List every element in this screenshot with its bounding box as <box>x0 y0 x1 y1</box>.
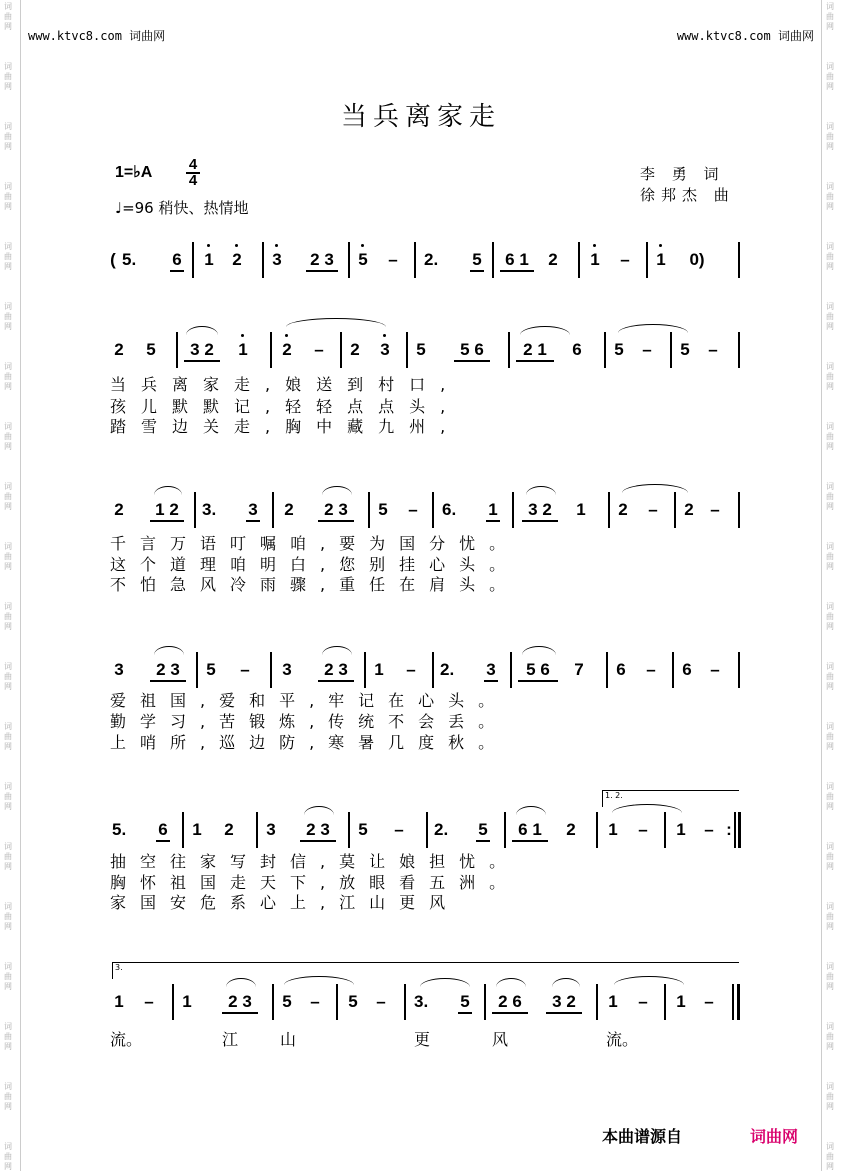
lyric-5-word: 更 <box>414 1030 431 1049</box>
note-pair: 3 2 <box>184 340 220 362</box>
note-pair: 5 6 <box>454 340 490 362</box>
note: 1 <box>374 660 384 679</box>
note: 6. <box>442 500 457 519</box>
slur <box>186 326 218 335</box>
barline <box>664 984 666 1020</box>
note: 5 <box>458 992 472 1014</box>
rest-dash: – <box>240 660 250 679</box>
rest-dash: – <box>648 500 658 519</box>
slur <box>304 806 334 815</box>
lyric-5-word: 流。 <box>606 1030 639 1049</box>
time-signature <box>186 158 200 188</box>
rest-dash: – <box>710 500 720 519</box>
note: 5 <box>476 820 490 842</box>
slur <box>522 646 556 655</box>
lyric-5-word: 山 <box>280 1030 297 1049</box>
note: 2 <box>284 500 294 519</box>
barline <box>176 332 178 368</box>
barline <box>172 984 174 1020</box>
barline <box>508 332 510 368</box>
tie <box>622 484 688 493</box>
note-pair: 2 3 <box>318 660 354 682</box>
note: 2. <box>434 820 449 839</box>
barline <box>348 242 350 278</box>
watermark-glyphs: 词 曲 网 <box>826 1082 834 1111</box>
barline <box>578 242 580 278</box>
octave-dot <box>659 244 662 247</box>
rest-dash: – <box>388 250 398 269</box>
rest-dash: – <box>314 340 324 359</box>
paren-open: ( <box>110 250 116 269</box>
slur <box>322 646 352 655</box>
note: 1 <box>656 250 666 269</box>
tie <box>618 324 688 333</box>
rest-dash: – <box>638 992 648 1011</box>
watermark-glyphs: 词 曲 网 <box>4 1022 12 1051</box>
note: 5 <box>358 250 368 269</box>
note: 3 <box>266 820 276 839</box>
octave-dot <box>285 334 288 337</box>
note-pair: 3 2 <box>546 992 582 1014</box>
barline <box>340 332 342 368</box>
slur <box>520 326 570 335</box>
note: 3 <box>114 660 124 679</box>
repeat-barline <box>738 812 741 848</box>
barline <box>404 984 406 1020</box>
note: 1 <box>590 250 600 269</box>
note: 5 <box>378 500 388 519</box>
barline <box>406 332 408 368</box>
note-pair: 2 6 <box>492 992 528 1014</box>
octave-dot <box>361 244 364 247</box>
barline <box>596 984 598 1020</box>
watermark-glyphs: 词 曲 网 <box>4 2 12 31</box>
note: 2 <box>548 250 558 269</box>
slur <box>496 978 526 987</box>
slur <box>154 486 182 495</box>
watermark-glyphs: 词 曲 网 <box>4 182 12 211</box>
barline <box>510 652 512 688</box>
note: 3 <box>484 660 498 682</box>
note: 1 <box>608 992 618 1011</box>
note: 2. <box>424 250 439 269</box>
watermark-glyphs: 词 曲 网 <box>4 602 12 631</box>
watermark-glyphs: 词 曲 网 <box>4 1142 12 1171</box>
watermark-glyphs: 词 曲 网 <box>826 962 834 991</box>
note: 3. <box>202 500 217 519</box>
lyric-4-v3: 家国安危系心上,江山更风 <box>110 893 460 912</box>
note: 1 <box>114 992 124 1011</box>
watermark-glyphs: 词 曲 网 <box>826 182 834 211</box>
note: 2 <box>114 340 124 359</box>
watermark-glyphs: 词 曲 网 <box>826 242 834 271</box>
octave-dot <box>383 334 386 337</box>
note-pair: 2 3 <box>318 500 354 522</box>
watermark-glyphs: 词 曲 网 <box>4 242 12 271</box>
note: 5 <box>358 820 368 839</box>
watermark-glyphs: 词 曲 网 <box>4 962 12 991</box>
rest-dash: – <box>638 820 648 839</box>
watermark-glyphs: 词 曲 网 <box>826 662 834 691</box>
rest-dash: – <box>406 660 416 679</box>
note: 1 <box>182 992 192 1011</box>
note: 2. <box>440 660 455 679</box>
barline <box>432 492 434 528</box>
note-pair: 6 1 <box>512 820 548 842</box>
watermark-glyphs: 词 曲 网 <box>4 1082 12 1111</box>
note: 2 <box>684 500 694 519</box>
note-pair: 2 3 <box>150 660 186 682</box>
time-numerator: 4 <box>188 156 198 173</box>
lyric-5-word: 风 <box>492 1030 509 1049</box>
barline <box>608 492 610 528</box>
note: 5 <box>206 660 216 679</box>
rest-dash: – <box>710 660 720 679</box>
note: 1 <box>486 500 500 522</box>
watermark-glyphs: 词 曲 网 <box>4 842 12 871</box>
rest-dash: – <box>708 340 718 359</box>
volta-3: 3. <box>112 962 739 979</box>
lyricist-credit: 李 勇 词 <box>640 165 725 183</box>
barline <box>672 652 674 688</box>
octave-dot <box>275 244 278 247</box>
rest-dash: – <box>144 992 154 1011</box>
final-barline <box>737 984 740 1020</box>
note: 5 <box>348 992 358 1011</box>
note-pair: 2 3 <box>300 820 336 842</box>
barline <box>348 812 350 848</box>
note: 2 <box>232 250 242 269</box>
watermark-glyphs: 词 曲 网 <box>826 302 834 331</box>
barline <box>670 332 672 368</box>
barline <box>270 652 272 688</box>
note-group: 6 1 <box>500 250 534 272</box>
lyric-5-word: 流。 <box>110 1030 143 1049</box>
barline <box>426 812 428 848</box>
barline <box>596 812 598 848</box>
watermark-glyphs: 词 曲 网 <box>826 782 834 811</box>
note-pair: 2 1 <box>516 340 554 362</box>
watermark-glyphs: 词 曲 网 <box>826 2 834 31</box>
note: 2 <box>114 500 124 519</box>
barline <box>364 652 366 688</box>
watermark-glyphs: 词 曲 网 <box>4 722 12 751</box>
slur <box>516 806 546 815</box>
barline <box>732 984 734 1020</box>
barline <box>194 492 196 528</box>
watermark-glyphs: 词 曲 网 <box>826 842 834 871</box>
note: 5 <box>146 340 156 359</box>
barline <box>604 332 606 368</box>
barline <box>738 492 740 528</box>
rest-dash: – <box>310 992 320 1011</box>
barline <box>738 332 740 368</box>
rest-dash: – <box>642 340 652 359</box>
rest-dash: – <box>376 992 386 1011</box>
note: 0) <box>689 250 705 269</box>
note: 2 <box>566 820 576 839</box>
rest-dash: – <box>620 250 630 269</box>
time-denominator: 4 <box>186 172 200 188</box>
note: 5. <box>122 250 137 269</box>
footer-source-label: 本曲谱源自 <box>602 1127 683 1146</box>
rest-dash: – <box>408 500 418 519</box>
watermark-glyphs: 词 曲 网 <box>826 422 834 451</box>
watermark-glyphs: 词 曲 网 <box>826 362 834 391</box>
score-intro-line <box>0 242 842 282</box>
barline <box>512 492 514 528</box>
watermark-glyphs: 词 曲 网 <box>826 722 834 751</box>
note: 3 <box>272 250 282 269</box>
barline <box>492 242 494 278</box>
note: 6 <box>682 660 692 679</box>
lyric-1-v3: 踏雪边关走,胸中藏九州, <box>110 417 461 436</box>
note: 6 <box>616 660 626 679</box>
note: 6 <box>170 250 184 272</box>
barline <box>262 242 264 278</box>
note: 3. <box>414 992 429 1011</box>
rest-dash: – <box>704 992 714 1011</box>
watermark-glyphs: 词 曲 网 <box>4 482 12 511</box>
barline <box>504 812 506 848</box>
score-line-1 <box>0 332 842 372</box>
repeat-dots: : <box>726 820 732 839</box>
lyric-3-v1: 爱祖国,爱和平,牢记在心头。 <box>110 691 509 710</box>
note: 1 <box>676 992 686 1011</box>
octave-dot <box>207 244 210 247</box>
site-header-right[interactable]: www.ktvc8.com 词曲网 <box>676 29 814 43</box>
watermark-glyphs: 词 曲 网 <box>4 662 12 691</box>
site-header-left[interactable]: www.ktvc8.com 词曲网 <box>28 29 166 43</box>
barline <box>192 242 194 278</box>
lyric-2-v3: 不怕急风冷雨骤,重任在肩头。 <box>110 575 520 594</box>
watermark-glyphs: 词 曲 网 <box>826 1022 834 1051</box>
slur <box>322 486 352 495</box>
score-line-4 <box>0 812 842 852</box>
lyric-3-v3: 上哨所,巡边防,寒暑几度秋。 <box>110 733 509 752</box>
barline <box>646 242 648 278</box>
barline <box>272 492 274 528</box>
barline <box>606 652 608 688</box>
octave-dot <box>241 334 244 337</box>
note: 1 <box>676 820 686 839</box>
watermark-glyphs: 词 曲 网 <box>826 602 834 631</box>
note: 1 <box>576 500 586 519</box>
watermark-glyphs: 词 曲 网 <box>826 122 834 151</box>
note: 7 <box>574 660 584 679</box>
slur <box>526 486 556 495</box>
watermark-glyphs: 词 曲 网 <box>4 302 12 331</box>
watermark-glyphs: 词 曲 网 <box>826 62 834 91</box>
note: 5 <box>470 250 484 272</box>
watermark-glyphs: 词 曲 网 <box>4 422 12 451</box>
barline <box>432 652 434 688</box>
volta-1-2: 1. 2. <box>602 790 739 807</box>
barline <box>270 332 272 368</box>
note-pair: 2 3 <box>222 992 258 1014</box>
score-line-3 <box>0 652 842 692</box>
barline <box>368 492 370 528</box>
watermark-glyphs: 词 曲 网 <box>4 122 12 151</box>
note: 1 <box>204 250 214 269</box>
barline <box>738 242 740 278</box>
barline <box>484 984 486 1020</box>
watermark-glyphs: 词 曲 网 <box>4 62 12 91</box>
lyric-4-v1: 抽空往家写封信,莫让娘担忧。 <box>110 852 520 871</box>
watermark-glyphs: 词 曲 网 <box>826 1142 834 1171</box>
rest-dash: – <box>394 820 404 839</box>
barline <box>196 652 198 688</box>
rest-dash: – <box>704 820 714 839</box>
score-line-2 <box>0 492 842 532</box>
watermark-glyphs: 词 曲 网 <box>826 482 834 511</box>
note-pair: 5 6 <box>518 660 558 682</box>
note: 2 <box>618 500 628 519</box>
score-line-5 <box>0 984 842 1024</box>
note-pair: 1 2 <box>150 500 184 522</box>
footer-brand-link[interactable]: 词曲网 <box>750 1127 799 1146</box>
octave-dot <box>593 244 596 247</box>
note: 1 <box>238 340 248 359</box>
note: 5 <box>416 340 426 359</box>
note: 5 <box>282 992 292 1011</box>
lyric-2-v2: 这个道理咱明白,您别挂心头。 <box>110 555 520 574</box>
slur <box>552 978 580 987</box>
key-signature: 1=♭A <box>115 164 153 181</box>
slur <box>154 646 184 655</box>
note: 1 <box>192 820 202 839</box>
barline <box>256 812 258 848</box>
barline <box>182 812 184 848</box>
lyric-5-word: 江 <box>222 1030 239 1049</box>
rest-dash: – <box>646 660 656 679</box>
note: 5 <box>680 340 690 359</box>
note: 3 <box>380 340 390 359</box>
note: 2 <box>282 340 292 359</box>
barline <box>674 492 676 528</box>
barline <box>664 812 666 848</box>
note: 6 <box>572 340 582 359</box>
slur <box>226 978 256 987</box>
note: 5. <box>112 820 127 839</box>
watermark-glyphs: 词 曲 网 <box>4 902 12 931</box>
lyric-4-v2: 胸怀祖国走天下,放眼看五洲。 <box>110 873 520 892</box>
watermark-glyphs: 词 曲 网 <box>4 782 12 811</box>
song-title: 当兵离家走 <box>340 102 501 132</box>
barline <box>734 812 736 848</box>
tie <box>286 318 386 327</box>
note: 3 <box>282 660 292 679</box>
note: 6 <box>156 820 170 842</box>
note-pair: 2 3 <box>306 250 338 272</box>
watermark-glyphs: 词 曲 网 <box>4 542 12 571</box>
lyric-3-v2: 勤学习,苦锻炼,传统不会丢。 <box>110 712 509 731</box>
lyric-1-v1: 当兵离家走,娘送到村口, <box>110 375 461 394</box>
note: 1 <box>608 820 618 839</box>
lyric-1-v2: 孩儿默默记,轻轻点点头, <box>110 397 461 416</box>
lyric-2-v1: 千言万语叮嘱咱,要为国分忧。 <box>110 534 520 553</box>
tempo-marking: ♩=96 稍快、热情地 <box>115 199 249 217</box>
barline <box>336 984 338 1020</box>
barline <box>414 242 416 278</box>
barline <box>272 984 274 1020</box>
note: 2 <box>350 340 360 359</box>
barline <box>738 652 740 688</box>
note: 5 <box>614 340 624 359</box>
octave-dot <box>235 244 238 247</box>
note-pair: 3 2 <box>522 500 558 522</box>
composer-credit: 徐邦杰 曲 <box>640 186 735 204</box>
slur <box>420 978 470 987</box>
watermark-glyphs: 词 曲 网 <box>826 542 834 571</box>
watermark-glyphs: 词 曲 网 <box>826 902 834 931</box>
note: 3 <box>246 500 260 522</box>
watermark-glyphs: 词 曲 网 <box>4 362 12 391</box>
note: 2 <box>224 820 234 839</box>
